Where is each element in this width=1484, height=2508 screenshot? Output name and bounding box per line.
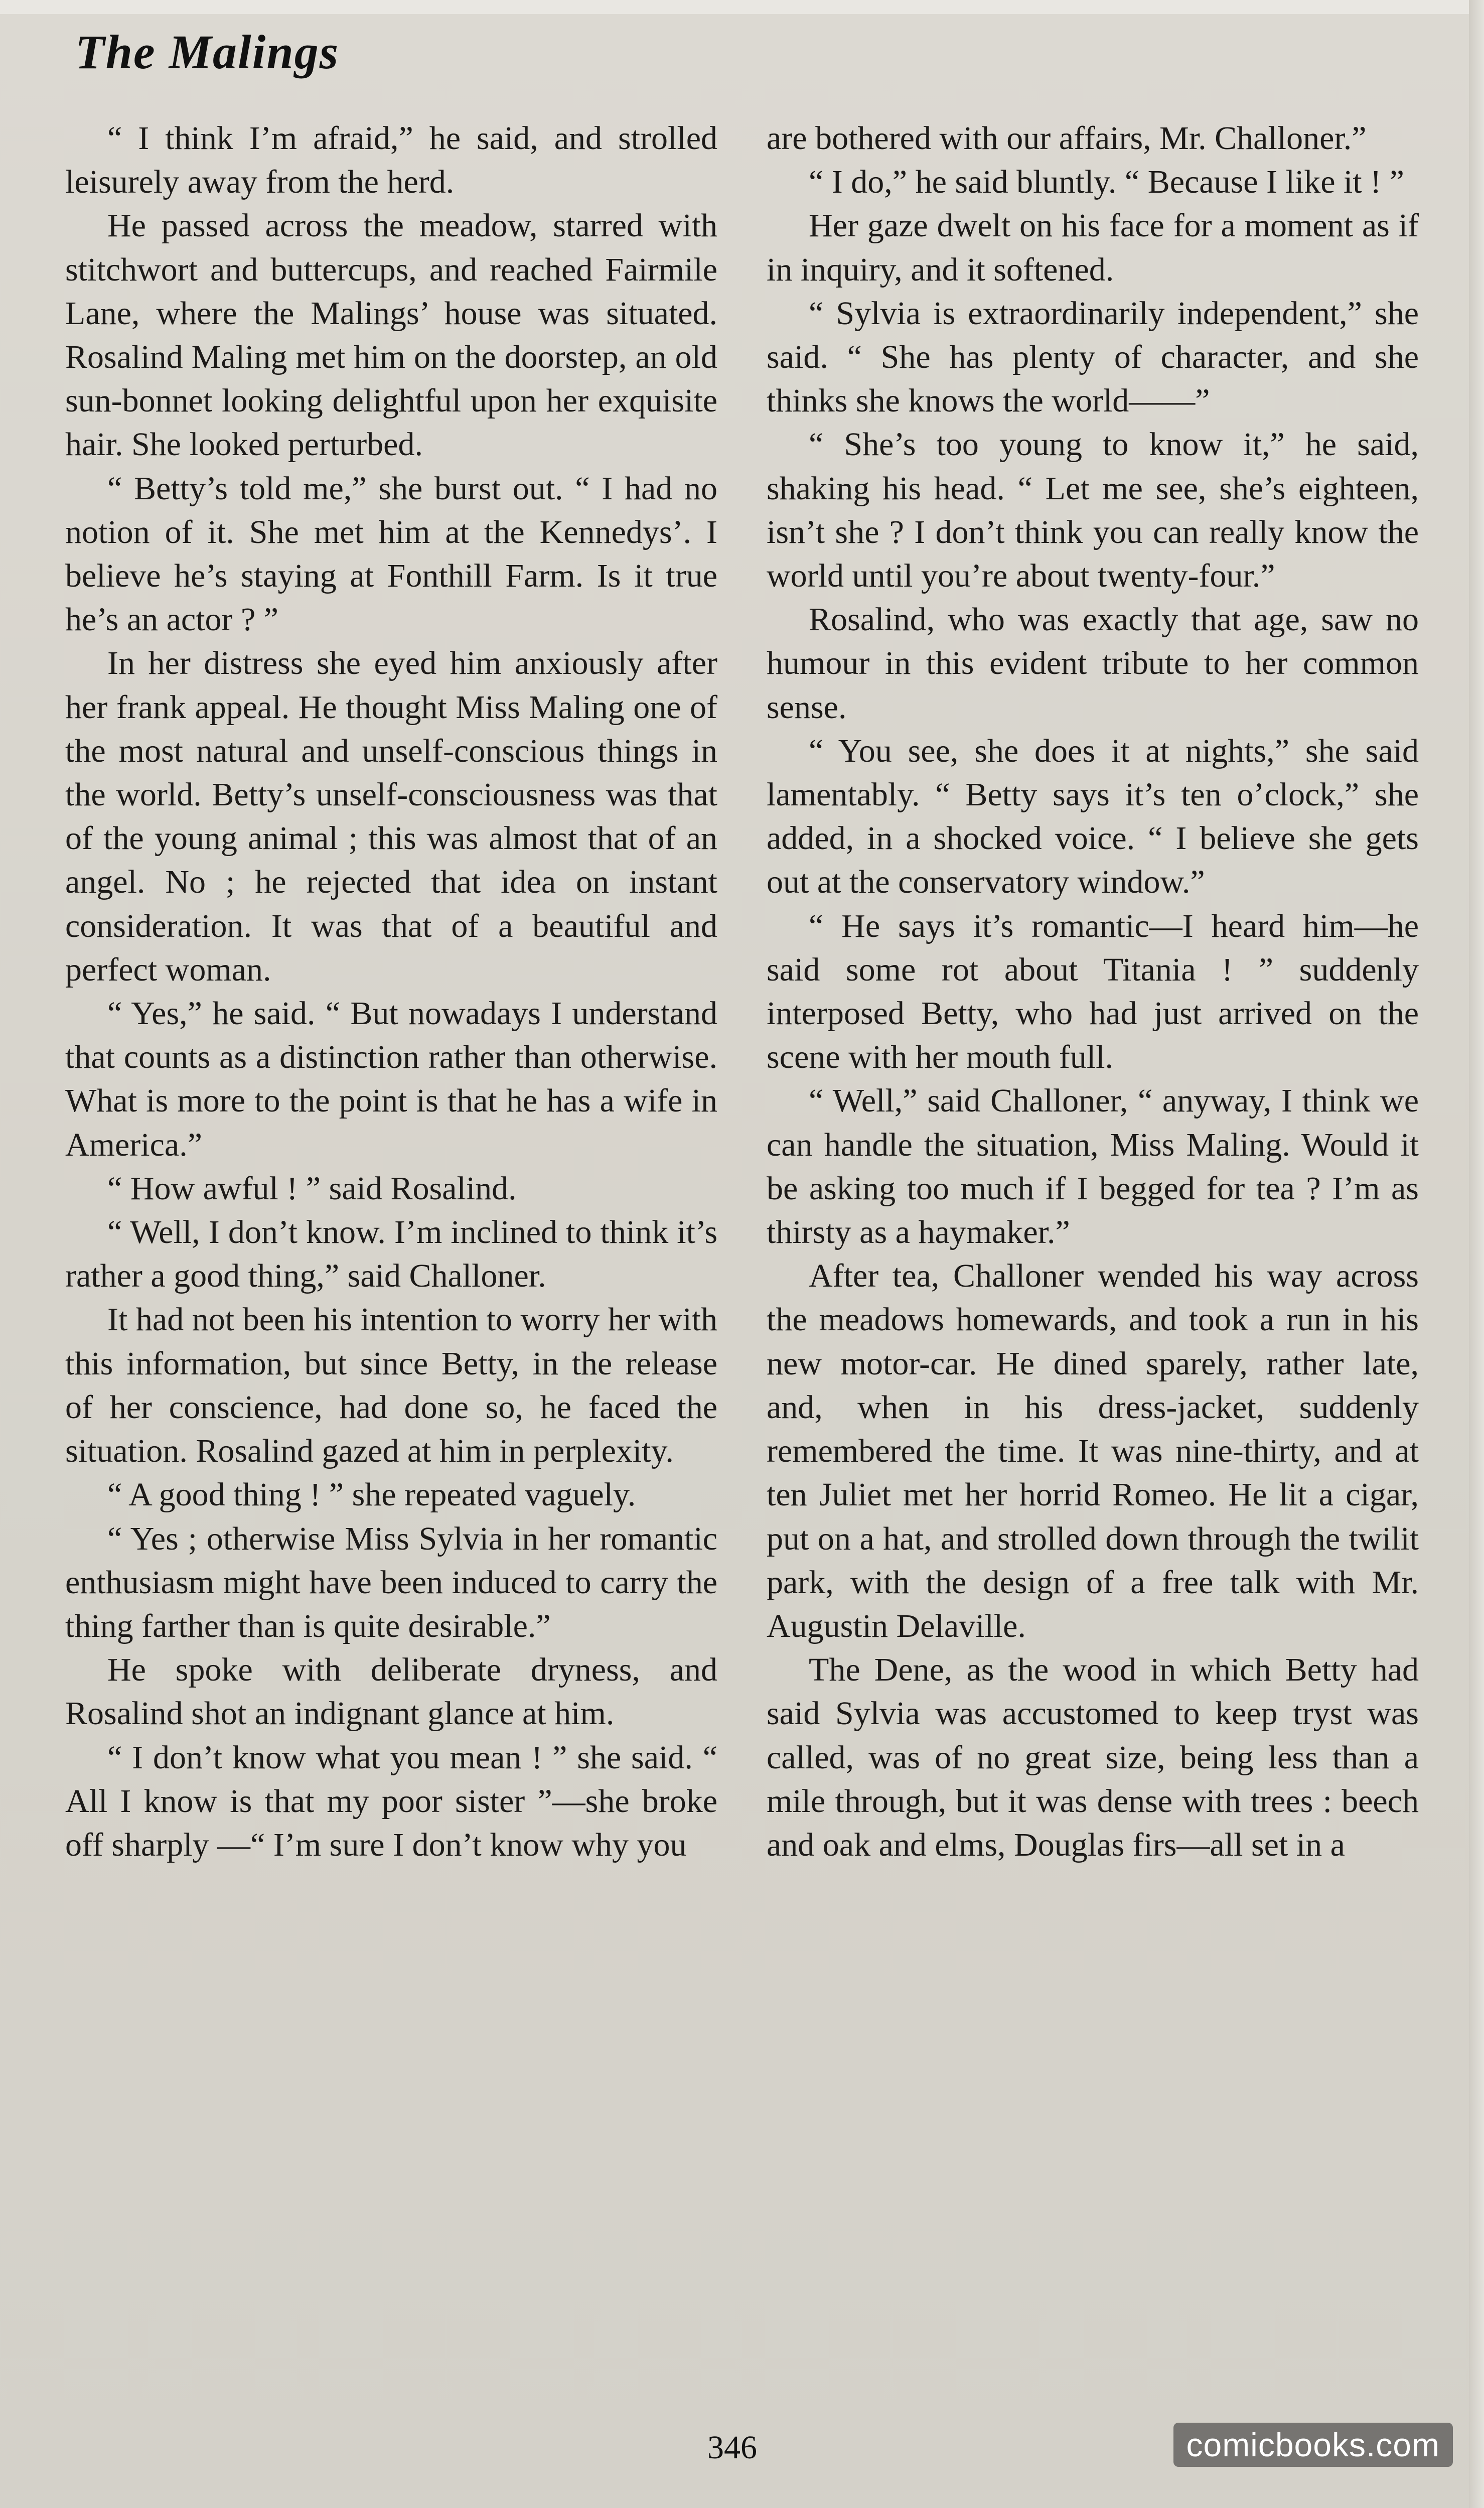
paragraph: Rosalind, who was exactly that age, saw no humour in this evident tribute to her common sense. <box>767 601 1419 726</box>
page-right-edge <box>1469 0 1484 2508</box>
right-column <box>767 116 1419 1867</box>
paragraph: After tea, Challoner wended his way across the meadows homewards, and took a run in his new motor-car. He dined sparely, rather late, and, when in his dress-jacket, suddenly remembered the time. It was nine-thirty, and at ten Juliet met her horrid Romeo. He lit a cigar, put on a hat, and strolled down through the twilit park, with the design of a free talk with Mr. Augustin Delaville. <box>767 1258 1419 1644</box>
paragraph: He spoke with deliberate dryness, and Rosalind shot an indignant glance at him. <box>65 1651 717 1732</box>
paragraph: “ You see, she does it at nights,” she said lamentably. “ Betty says it’s ten o’clock,” she added, in a shocked voice. “ I believe she gets out at the conservatory window.” <box>767 732 1419 901</box>
paragraph: “ She’s too young to know it,” he said, shaking his head. “ Let me see, she’s eighteen, isn’t she ? I don’t think you can really know the world until you’re about twenty-four.” <box>767 426 1419 595</box>
paragraph: Her gaze dwelt on his face for a moment as if in inquiry, and it softened. <box>767 207 1419 288</box>
paragraph: “ Well,” said Challoner, “ anyway, I think we can handle the situation, Miss Maling. Would it be asking too much if I begged for tea ? I’m as thirsty as a haymaker.” <box>767 1082 1419 1251</box>
left-column <box>65 116 717 1867</box>
paragraph: “ Sylvia is extraordinarily independent,” she said. “ She has plenty of character, and she thinks she knows the world——” <box>767 295 1419 420</box>
paragraph: It had not been his intention to worry her with this information, but since Betty, in the release of her conscience, had done so, he faced the situation. Rosalind gazed at him in perplexity. <box>65 1301 717 1470</box>
running-title: The Malings <box>75 25 340 79</box>
paragraph: “ A good thing ! ” she repeated vaguely. <box>107 1476 636 1513</box>
paragraph: “ I do,” he said bluntly. “ Because I like it ! ” <box>809 164 1404 201</box>
page-number: 346 <box>707 2429 757 2466</box>
paragraph: “ He says it’s romantic—I heard him—he said some rot about Titania ! ” suddenly interposed Betty, who had just arrived on the scene with her mouth full. <box>767 907 1419 1076</box>
paragraph: “ I don’t know what you mean ! ” she said. “ All I know is that my poor sister ”—she broke off sharply —“ I’m sure I don’t know why you <box>65 1739 717 1863</box>
paragraph: “ Yes ; otherwise Miss Sylvia in her romantic enthusiasm might have been induced to carry the thing farther than is quite desirable.” <box>65 1520 717 1644</box>
paragraph: “ I think I’m afraid,” he said, and strolled leisurely away from the herd. <box>65 120 717 201</box>
paragraph: “ Yes,” he said. “ But nowadays I understand that counts as a distinction rather than otherwise. What is more to the point is that he has a wife in America.” <box>65 995 717 1163</box>
paragraph-continued: are bothered with our affairs, Mr. Challoner.” <box>767 120 1367 157</box>
page-top-edge <box>0 0 1484 14</box>
paragraph: “ Well, I don’t know. I’m inclined to think it’s rather a good thing,” said Challoner. <box>65 1214 717 1295</box>
paragraph: The Dene, as the wood in which Betty had said Sylvia was accustomed to keep tryst was called, was of no great size, being less than a mile through, but it was dense with trees : beech and oak and elms, Douglas firs—all set in a <box>767 1651 1419 1863</box>
paragraph: “ How awful ! ” said Rosalind. <box>107 1170 517 1207</box>
paragraph: He passed across the meadow, starred with stitchwort and buttercups, and reached Fairmile Lane, where the Malings’ house was situated. Rosalind Maling met him on the doorstep, an old sun-bonnet looking delightful upon her exquisite hair. She looked perturbed. <box>65 207 717 463</box>
paragraph: In her distress she eyed him anxiously after her frank appeal. He thought Miss Maling one of the most natural and unself-conscious things in the world. Betty’s unself-consciousness was that of the young animal ; this was almost that of an angel. No ; he rejected that idea on instant consideration. It was that of a beautiful and perfect woman. <box>65 645 717 988</box>
watermark: comicbooks.com <box>1173 2423 1453 2467</box>
paragraph: “ Betty’s told me,” she burst out. “ I had no notion of it. She met him at the Kennedys’. I believe he’s staying at Fonthill Farm. Is it true he’s an actor ? ” <box>65 470 717 638</box>
